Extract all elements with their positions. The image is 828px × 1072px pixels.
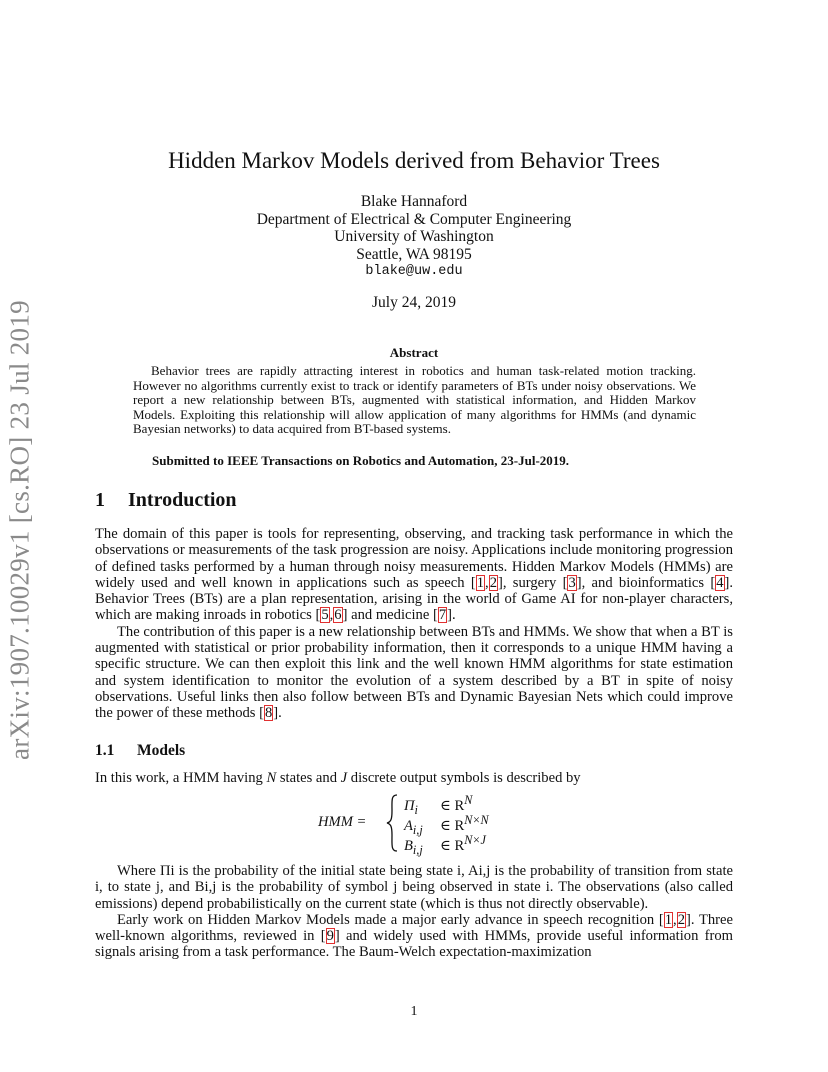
equation-row-a: $A_{i,j}$ ∈ $R^{N\times N}$ — [404, 813, 489, 837]
models-intro-paragraph: In this work, a HMM having N states and J discrete output symbols is described by — [95, 770, 581, 786]
equation-lhs: HMM = — [318, 814, 367, 830]
author-city: Seattle, WA 98195 — [356, 245, 472, 263]
models-body — [95, 863, 733, 961]
early-work-paragraph: Early work on Hidden Markov Models made a major early advance in speech recognition [1,2]. Three well-known algorithms, reviewed in [9] and widely used with HMMs, provide useful information from signals arising from a task performance. The Baum-Welch expectation-maximization — [95, 911, 734, 961]
author-department: Department of Electrical & Computer Engineering — [256, 210, 572, 228]
citation-link[interactable]: 7 — [438, 607, 447, 624]
hmm-equation — [318, 793, 578, 857]
abstract-text: Behavior trees are rapidly attracting interest in robotics and human task-related motion tracking. However no algorithms currently exist to track or identify parameters of BTs under noisy observations. We report a new relationship between BTs, augmented with statistical information, and Hidden Markov Models. Exploiting this relationship will allow application of many algorithms for HMMs (and dynamic Bayesian networks) to data acquired from BT-based systems. — [133, 363, 696, 437]
paper-title: Hidden Markov Models derived from Behavior Trees — [168, 148, 660, 173]
section-number: 1 — [95, 489, 105, 511]
subsection-title: Models — [137, 742, 186, 759]
author-email: blake@uw.edu — [365, 264, 463, 279]
models-intro — [95, 770, 733, 786]
citation-link[interactable]: 9 — [326, 928, 334, 945]
equation-row-pi: $\Pi_i$ ∈ $R^N$ — [404, 793, 473, 817]
page-number: 1 — [410, 1004, 418, 1019]
intro-paragraph-1: The domain of this paper is tools for representing, observing, and tracking task performance in which the observations or measurements of the task progression are noisy. Applications include monitoring progression of defined tasks performed by a human through noisy measurements. Hidden Markov Models (HMMs) are widely used and well known in applications such as speech [1,2], surgery [3], and bioinformatics [4]. Behavior Trees (BTs) are a plan representation, arising in the world of Game AI for non-player characters, which are making inroads in robotics [5,6] and medicine [7]. — [95, 526, 734, 624]
section-title: Introduction — [128, 489, 237, 511]
author-name: Blake Hannaford — [360, 193, 468, 210]
citation-link[interactable]: 3 — [568, 574, 576, 591]
arxiv-stamp-text: arXiv:1907.10029v1 [cs.RO] 23 Jul 2019 — [4, 300, 35, 760]
section-heading-introduction — [95, 489, 237, 512]
subsection-heading-models — [95, 742, 185, 760]
equation-row-b: $B_{i,j}$ ∈ $R^{N\times J}$ — [404, 833, 486, 857]
citation-link[interactable]: 2 — [489, 574, 497, 591]
submission-note: Submitted to IEEE Transactions on Robotics and Automation, 23-Jul-2019. — [152, 453, 570, 468]
paper-date: July 24, 2019 — [372, 294, 456, 311]
author-university: University of Washington — [334, 228, 494, 245]
citation-link[interactable]: 1 — [664, 911, 673, 928]
citation-link[interactable]: 6 — [334, 607, 342, 624]
abstract-heading: Abstract — [389, 345, 439, 360]
author-block — [0, 193, 828, 281]
subsection-number: 1.1 — [95, 742, 115, 759]
left-brace-icon — [385, 793, 399, 853]
intro-paragraph-2: The contribution of this paper is a new relationship between BTs and HMMs. We show that when a BT is augmented with statistical or prior probability information, then it corresponds to a unique HMM having a specific structure. We can then exploit this link and the well known HMM algorithms for state estimation and system identification to monitor the evolution of a system described by a BT in spite of noisy observations. Useful links then also follow between BTs and Dynamic Bayesian Nets which could improve the power of these methods [8]. — [95, 623, 733, 722]
introduction-body — [95, 526, 733, 722]
citation-link[interactable]: 2 — [677, 911, 685, 928]
citation-link[interactable]: 8 — [265, 705, 273, 722]
citation-link[interactable]: 5 — [321, 607, 329, 624]
where-paragraph: Where Πi is the probability of the initial state being state i, Ai,j is the probability of transition from state i, to state j, and Bi,j is the probability of symbol j being observed in state i. The observations (also called emissions) depend probabilistically on the current state (which is thus not directly observable). — [95, 863, 733, 912]
citation-link[interactable]: 4 — [716, 574, 724, 591]
citation-link[interactable]: 1 — [476, 574, 485, 591]
abstract — [133, 364, 696, 437]
